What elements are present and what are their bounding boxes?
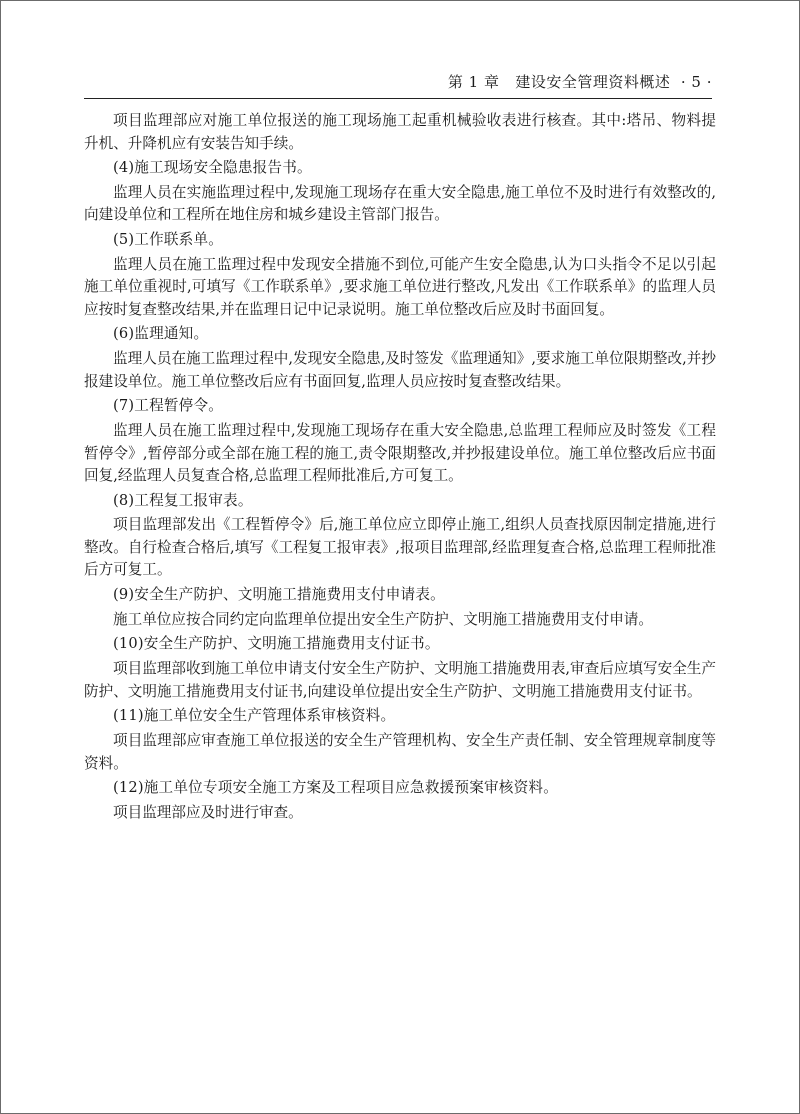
paragraph: 项目监理部应及时进行审查。: [113, 803, 303, 821]
paragraph: 施工单位应按合同约定向监理单位提出安全生产防护、文明施工措施费用支付申请。: [113, 610, 653, 628]
section-heading: (5)工作联系单。: [113, 231, 224, 249]
paragraph: 监理人员在施工监理过程中,发现施工现场存在重大安全隐患,总监理工程师应及时签发《工程暂停令》,暂停部分或全部在施工程的施工,责令限期整改,并抄报建设单位。施工单位整改后应书面回复,经监理人员复查合格,总监理工程师批准后,方可复工。: [84, 422, 716, 484]
paragraph: 监理人员在实施监理过程中,发现施工现场存在重大安全隐患,施工单位不及时进行有效整改的,向建设单位和工程所在地住房和城乡建设主管部门报告。: [84, 183, 716, 224]
section-heading: (6)监理通知。: [113, 325, 209, 343]
paragraph: 项目监理部应对施工单位报送的施工现场施工起重机械验收表进行核查。其中:塔吊、物料提升机、升降机应有安装告知手续。: [84, 112, 716, 152]
page-number: · 5 ·: [680, 73, 712, 91]
paragraph: 项目监理部收到施工单位申请支付安全生产防护、文明施工措施费用表,审查后应填写安全生产防护、文明施工措施费用支付证书,向建设单位提出安全生产防护、文明施工措施费用支付证书。: [84, 660, 716, 700]
section-heading: (10)安全生产防护、文明施工措施费用支付证书。: [113, 635, 440, 653]
section-heading: (9)安全生产防护、文明施工措施费用支付申请表。: [113, 586, 445, 604]
paragraph: 项目监理部发出《工程暂停令》后,施工单位应立即停止施工,组织人员查找原因制定措施,进行整改。自行检查合格后,填写《工程复工报审表》,报项目监理部,经监理复查合格,总监理工程师批准后方可复工。: [84, 516, 716, 579]
paragraph: 监理人员在施工监理过程中发现安全措施不到位,可能产生安全隐患,认为口头指令不足以引起施工单位重视时,可填写《工作联系单》,要求施工单位进行整改,凡发出《工作联系单》的监理人员应按时复查整改结果,并在监理日记中记录说明。施工单位整改后应及时书面回复。: [84, 255, 716, 318]
paragraph: 项目监理部应审查施工单位报送的安全生产管理机构、安全生产责任制、安全管理规章制度等资料。: [84, 732, 716, 772]
paragraph: 监理人员在施工监理过程中,发现安全隐患,及时签发《监理通知》,要求施工单位限期整改,并抄报建设单位。施工单位整改后应有书面回复,监理人员应按时复查整改结果。: [84, 350, 716, 390]
section-heading: (11)施工单位安全生产管理体系审核资料。: [113, 707, 396, 725]
body-text: [84, 110, 716, 827]
running-head: [84, 66, 712, 99]
chapter-number: 第 1 章: [447, 73, 500, 91]
section-heading: (7)工程暂停令。: [113, 397, 224, 415]
chapter-title: 建设安全管理资料概述: [515, 73, 671, 91]
section-heading: (12)施工单位专项安全施工方案及工程项目应急救援预案审核资料。: [113, 779, 558, 797]
section-heading: (8)工程复工报审表。: [113, 491, 253, 509]
section-heading: (4)施工现场安全隐患报告书。: [113, 159, 312, 177]
